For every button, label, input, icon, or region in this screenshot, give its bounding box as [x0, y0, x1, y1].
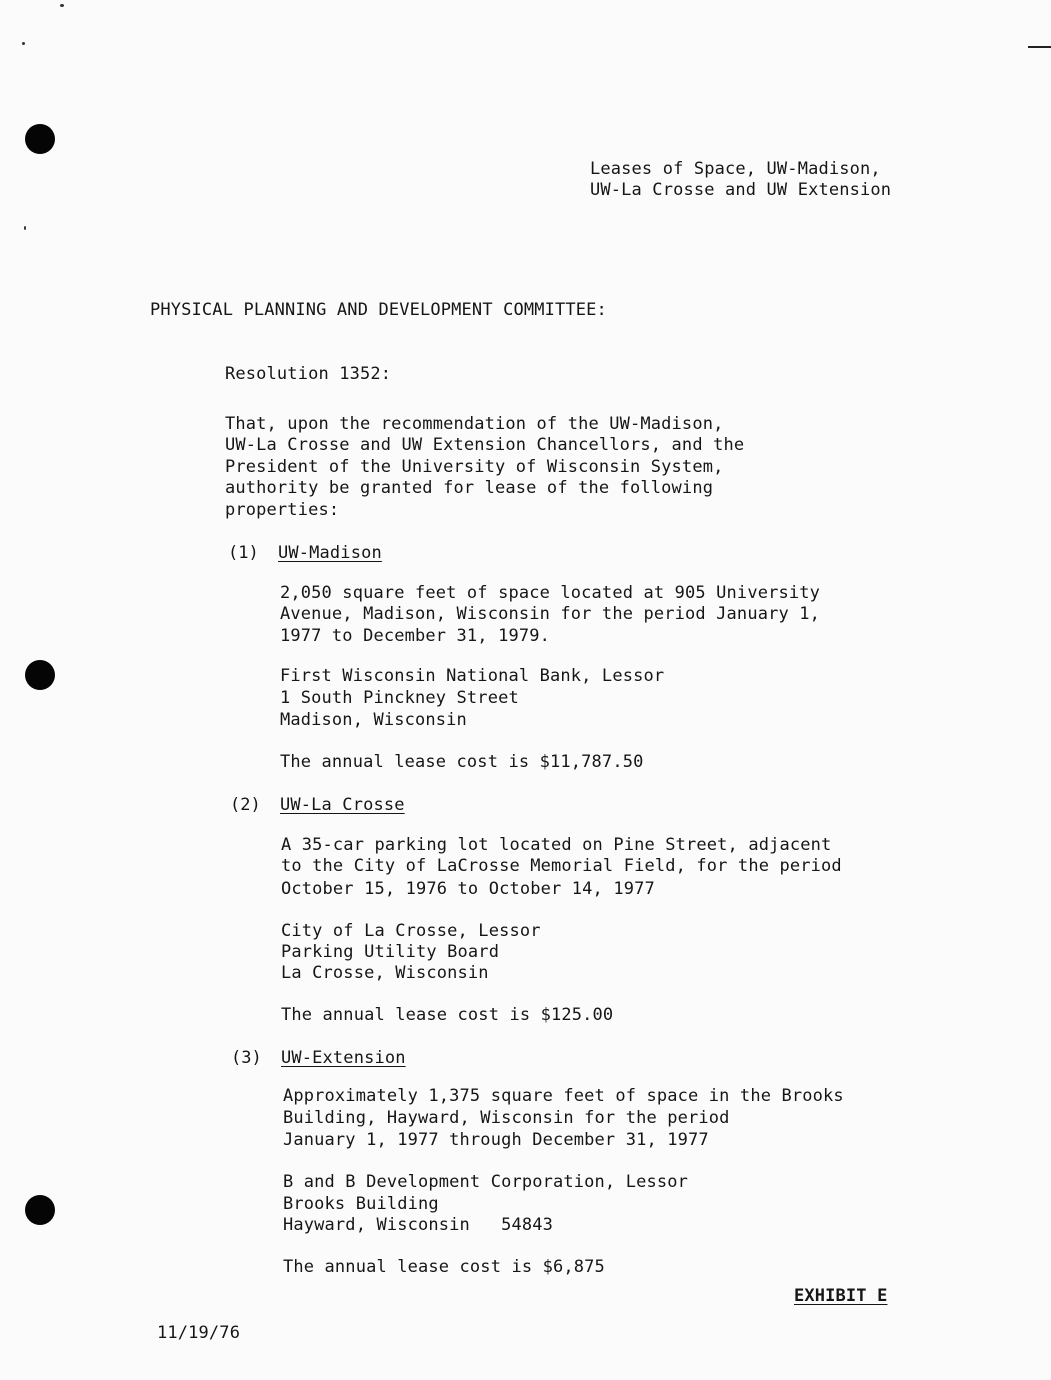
item-description-line: 1977 to December 31, 1979. — [280, 626, 551, 646]
item-number: (1) — [228, 543, 259, 563]
item-lease-cost: The annual lease cost is $6,875 — [283, 1257, 605, 1277]
item-description-line: 2,050 square feet of space located at 905 University — [280, 583, 821, 603]
item-description-line: October 15, 1976 to October 14, 1977 — [281, 879, 655, 899]
punch-hole-top — [25, 124, 55, 154]
item-description-line: Approximately 1,375 square feet of space in the Brooks — [283, 1086, 844, 1106]
item-description-line: A 35-car parking lot located on Pine Street, adjacent — [281, 835, 832, 855]
item-lease-cost: The annual lease cost is $125.00 — [281, 1005, 614, 1025]
scan-speck — [24, 226, 26, 230]
preamble-line: President of the University of Wisconsin System, — [225, 457, 724, 477]
item-lessor-line: Hayward, Wisconsin 54843 — [283, 1215, 554, 1235]
item-description-line: January 1, 1977 through December 31, 1977 — [283, 1130, 709, 1150]
item-heading: UW-La Crosse — [280, 795, 405, 815]
document-date: 11/19/76 — [157, 1323, 241, 1343]
preamble-line: authority be granted for lease of the following — [225, 478, 714, 498]
item-lessor-line: La Crosse, Wisconsin — [281, 963, 489, 983]
exhibit-label: EXHIBIT E — [794, 1286, 888, 1306]
item-description-line: to the City of LaCrosse Memorial Field, for the period — [281, 856, 842, 876]
scan-edge-mark — [1028, 46, 1051, 48]
item-lessor-line: 1 South Pinckney Street — [280, 688, 519, 708]
punch-hole-bottom — [25, 1195, 55, 1225]
item-lessor-line: Brooks Building — [283, 1194, 439, 1214]
item-heading: UW-Extension — [281, 1048, 406, 1068]
committee-heading: PHYSICAL PLANNING AND DEVELOPMENT COMMITTEE: — [150, 300, 607, 320]
header-title-line-1: Leases of Space, UW-Madison, — [590, 159, 881, 179]
resolution-number: Resolution 1352: — [225, 364, 392, 384]
item-heading: UW-Madison — [278, 543, 382, 563]
scan-speck — [60, 4, 64, 7]
item-lessor-line: First Wisconsin National Bank, Lessor — [280, 666, 665, 686]
item-description-line: Building, Hayward, Wisconsin for the period — [283, 1108, 730, 1128]
header-title-line-2: UW-La Crosse and UW Extension — [590, 180, 892, 200]
preamble-line: properties: — [225, 500, 340, 520]
item-lessor-line: Parking Utility Board — [281, 942, 500, 962]
preamble-line: UW-La Crosse and UW Extension Chancellors, and the — [225, 435, 745, 455]
scan-speck — [22, 42, 25, 45]
item-lessor-line: City of La Crosse, Lessor — [281, 921, 541, 941]
item-number: (3) — [231, 1048, 262, 1068]
item-lessor-line: B and B Development Corporation, Lessor — [283, 1172, 689, 1192]
item-lease-cost: The annual lease cost is $11,787.50 — [280, 752, 644, 772]
item-lessor-line: Madison, Wisconsin — [280, 710, 467, 730]
item-number: (2) — [230, 795, 261, 815]
preamble-line: That, upon the recommendation of the UW-Madison, — [225, 414, 724, 434]
item-description-line: Avenue, Madison, Wisconsin for the period January 1, — [280, 604, 821, 624]
punch-hole-middle — [25, 660, 55, 690]
